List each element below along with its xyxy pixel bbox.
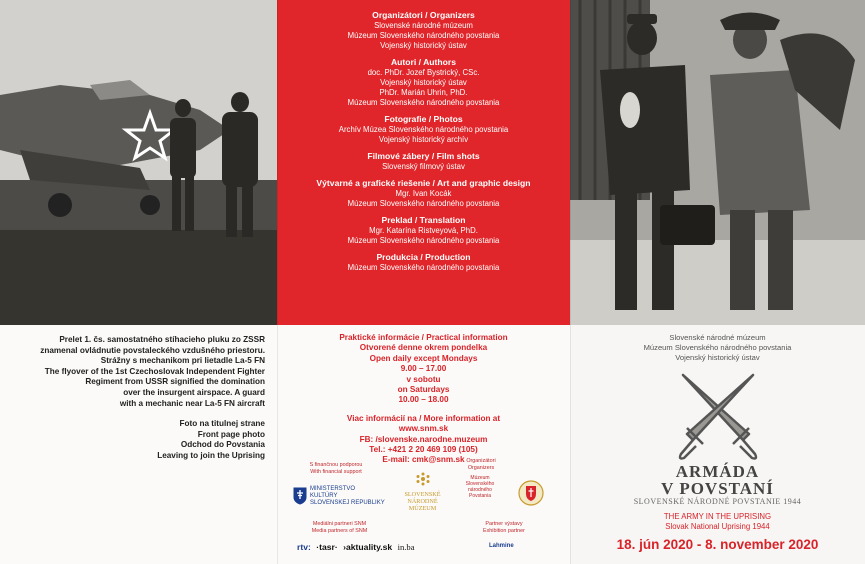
- front-photo-line: Odchod do Povstania: [180, 440, 265, 450]
- caption-line: Strážny s mechanikom pri lietadle La-5 FN: [100, 356, 265, 366]
- credit-film: [277, 151, 570, 172]
- practical-info: [277, 333, 570, 466]
- info-panel: [277, 325, 570, 564]
- crossed-swords-icon: [673, 370, 763, 462]
- label-line: S finančnou podporou: [309, 462, 363, 468]
- english-title: [570, 512, 865, 532]
- credit-authors: [277, 57, 570, 108]
- title-line: V POVSTANÍ: [661, 479, 774, 498]
- exhibition-partner-label: [469, 521, 539, 534]
- aktuality-logo: ›aktuality.sk: [343, 542, 393, 552]
- financial-support-label: [291, 462, 381, 475]
- fold-line: [277, 0, 278, 564]
- credit-heading: Výtvarné a grafické riešenie / Art and graphic design: [316, 178, 531, 188]
- label-line: With financial support: [310, 468, 362, 475]
- ministry-logo: [293, 485, 393, 513]
- fold-line: [570, 0, 571, 564]
- info-more: Viac informácií na / More information at: [346, 413, 501, 423]
- vhu-logo: [518, 478, 544, 508]
- label-line: Exhibition partner: [483, 527, 525, 534]
- info-line: on Saturdays: [397, 385, 450, 395]
- credit-line: Slovenský filmový ústav: [382, 162, 465, 171]
- title-line: ARMÁDA: [675, 462, 760, 481]
- inba-logo: in.ba: [397, 542, 415, 552]
- email-link[interactable]: E-mail: cmk@snm.sk: [382, 455, 465, 465]
- front-photo-line: Foto na titulnej strane: [179, 419, 265, 429]
- lahmine-logo: [489, 543, 514, 549]
- organizers-label: [451, 458, 511, 471]
- credit-organizers: [277, 10, 570, 51]
- credit-photos: [277, 114, 570, 145]
- coat-of-arms-icon: [293, 487, 307, 505]
- english-title-line: THE ARMY IN THE UPRISING: [663, 512, 772, 521]
- ministry-text: KULTÚRY: [310, 493, 338, 499]
- snm-star-logo-icon: [415, 472, 431, 486]
- credit-line: Múzeum Slovenského národného povstania: [347, 236, 500, 245]
- organizer-line: Múzeum Slovenského národného povstania: [643, 343, 792, 352]
- credit-line: Múzeum Slovenského národného povstania: [347, 98, 500, 107]
- credits-list: [277, 10, 570, 279]
- caption-line: The flyover of the 1st Czechoslovak Independent Fighter: [44, 366, 265, 376]
- media-logos: [297, 542, 415, 552]
- credit-line: Múzeum Slovenského národného povstania: [347, 199, 500, 208]
- credit-heading: Produkcia / Production: [376, 252, 471, 262]
- msnp-logo: [455, 475, 505, 511]
- credit-line: Slovenské národné múzeum: [374, 21, 473, 30]
- credit-heading: Organizátori / Organizers: [372, 10, 475, 20]
- snm-text: SLOVENSKÉ: [404, 491, 441, 498]
- caption-line: over the insurgent airspace. A guard: [123, 387, 265, 397]
- credit-line: Vojenský historický ústav: [380, 41, 467, 50]
- english-title-line: Slovak National Uprising 1944: [665, 522, 770, 531]
- credit-line: Mgr. Ivan Kocák: [395, 189, 452, 198]
- caption-line: Regiment from USSR signified the domination: [85, 377, 265, 387]
- website-link[interactable]: www.snm.sk: [398, 424, 449, 434]
- caption-panel: [0, 325, 277, 564]
- info-line: 10.00 – 18.00: [398, 395, 449, 405]
- credit-line: Archív Múzea Slovenského národného povstania: [338, 125, 509, 134]
- caption-line: with a mechanic near La-5 FN aircraft: [119, 398, 265, 408]
- phone-number: Tel.: +421 2 20 469 109 (105): [369, 445, 478, 455]
- credit-design: [277, 178, 570, 209]
- credit-line: doc. PhDr. Jozef Bystrický, CSc.: [367, 68, 480, 77]
- tasr-logo: ·tasr·: [316, 542, 338, 552]
- exhibition-subtitle: SLOVENSKÉ NÁRODNÉ POVSTANIE 1944: [633, 497, 802, 506]
- ministry-text: MINISTERSTVO: [310, 486, 356, 492]
- info-line: Otvorené denne okrem pondelka: [359, 343, 488, 353]
- msnp-text: Múzeum: [470, 475, 490, 481]
- credit-line: Vojenský historický ústav: [380, 78, 467, 87]
- soldiers-photo: [570, 0, 865, 325]
- front-photo-line: Front page photo: [197, 429, 265, 439]
- info-heading: Praktické informácie / Practical information: [339, 333, 508, 342]
- organizer-list: [570, 333, 865, 363]
- credit-line: Mgr. Katarína Ristveyová, PhD.: [369, 226, 478, 235]
- info-line: v sobotu: [406, 374, 441, 384]
- credit-line: Múzeum Slovenského národného povstania: [347, 31, 500, 40]
- label-line: Partner výstavy: [485, 521, 523, 527]
- label-line: Mediálni partneri SNM: [312, 521, 367, 527]
- organizer-line: Vojenský historický ústav: [675, 353, 760, 362]
- snm-text: NÁRODNÉ: [407, 498, 438, 505]
- credit-line: PhDr. Marián Uhrin, PhD.: [379, 88, 468, 97]
- credit-production: [277, 252, 570, 273]
- credit-heading: Autori / Authors: [390, 57, 457, 67]
- ministry-text: SLOVENSKEJ REPUBLIKY: [310, 500, 385, 506]
- credit-line: Múzeum Slovenského národného povstania: [347, 263, 500, 272]
- info-line: Open daily except Mondays: [369, 353, 478, 363]
- aircraft-photo: [0, 0, 277, 325]
- aircraft-photo-illustration: [0, 0, 277, 325]
- caption-line: Prelet 1. čs. samostatného stíhacieho pluku zo ZSSR: [59, 335, 265, 344]
- coat-of-arms-icon: [518, 478, 544, 508]
- msnp-text: Slovenského: [465, 481, 495, 487]
- credit-heading: Fotografie / Photos: [384, 114, 463, 124]
- exhibition-dates: 18. jún 2020 - 8. november 2020: [616, 537, 819, 552]
- label-line: Media partners of SNM: [311, 527, 368, 534]
- msnp-text: národného: [468, 487, 492, 493]
- credit-heading: Preklad / Translation: [381, 215, 466, 225]
- caption-line: znamenal ovládnutie povstaleckého vzdušného priestoru.: [40, 345, 265, 355]
- snm-logo: [395, 472, 450, 518]
- exhibition-title-2: [570, 480, 865, 497]
- msnp-text: Povstania: [469, 493, 491, 499]
- credit-translation: [277, 215, 570, 246]
- title-panel: [570, 325, 865, 564]
- exhibition-title: [570, 463, 865, 480]
- credit-line: Vojenský historický archív: [378, 135, 469, 144]
- label-line: Organizers: [467, 464, 495, 471]
- info-line: 9.00 – 17.00: [400, 364, 447, 374]
- organizer-line: Slovenské národné múzeum: [669, 333, 766, 342]
- facebook-link[interactable]: FB: /slovenske.narodne.muzeum: [359, 434, 488, 444]
- rtvs-logo: rtv:: [297, 542, 311, 552]
- snm-text: MÚZEUM: [408, 505, 437, 512]
- photo-caption: [10, 335, 265, 462]
- media-partners-label: [292, 521, 387, 534]
- credits-panel: [277, 0, 570, 325]
- partner-text: Lahmine: [489, 543, 514, 549]
- label-line: Organizátori: [466, 458, 496, 464]
- credit-heading: Filmové zábery / Film shots: [367, 151, 480, 161]
- front-photo-line: Leaving to join the Uprising: [157, 450, 265, 460]
- soldiers-photo-illustration: [570, 0, 865, 325]
